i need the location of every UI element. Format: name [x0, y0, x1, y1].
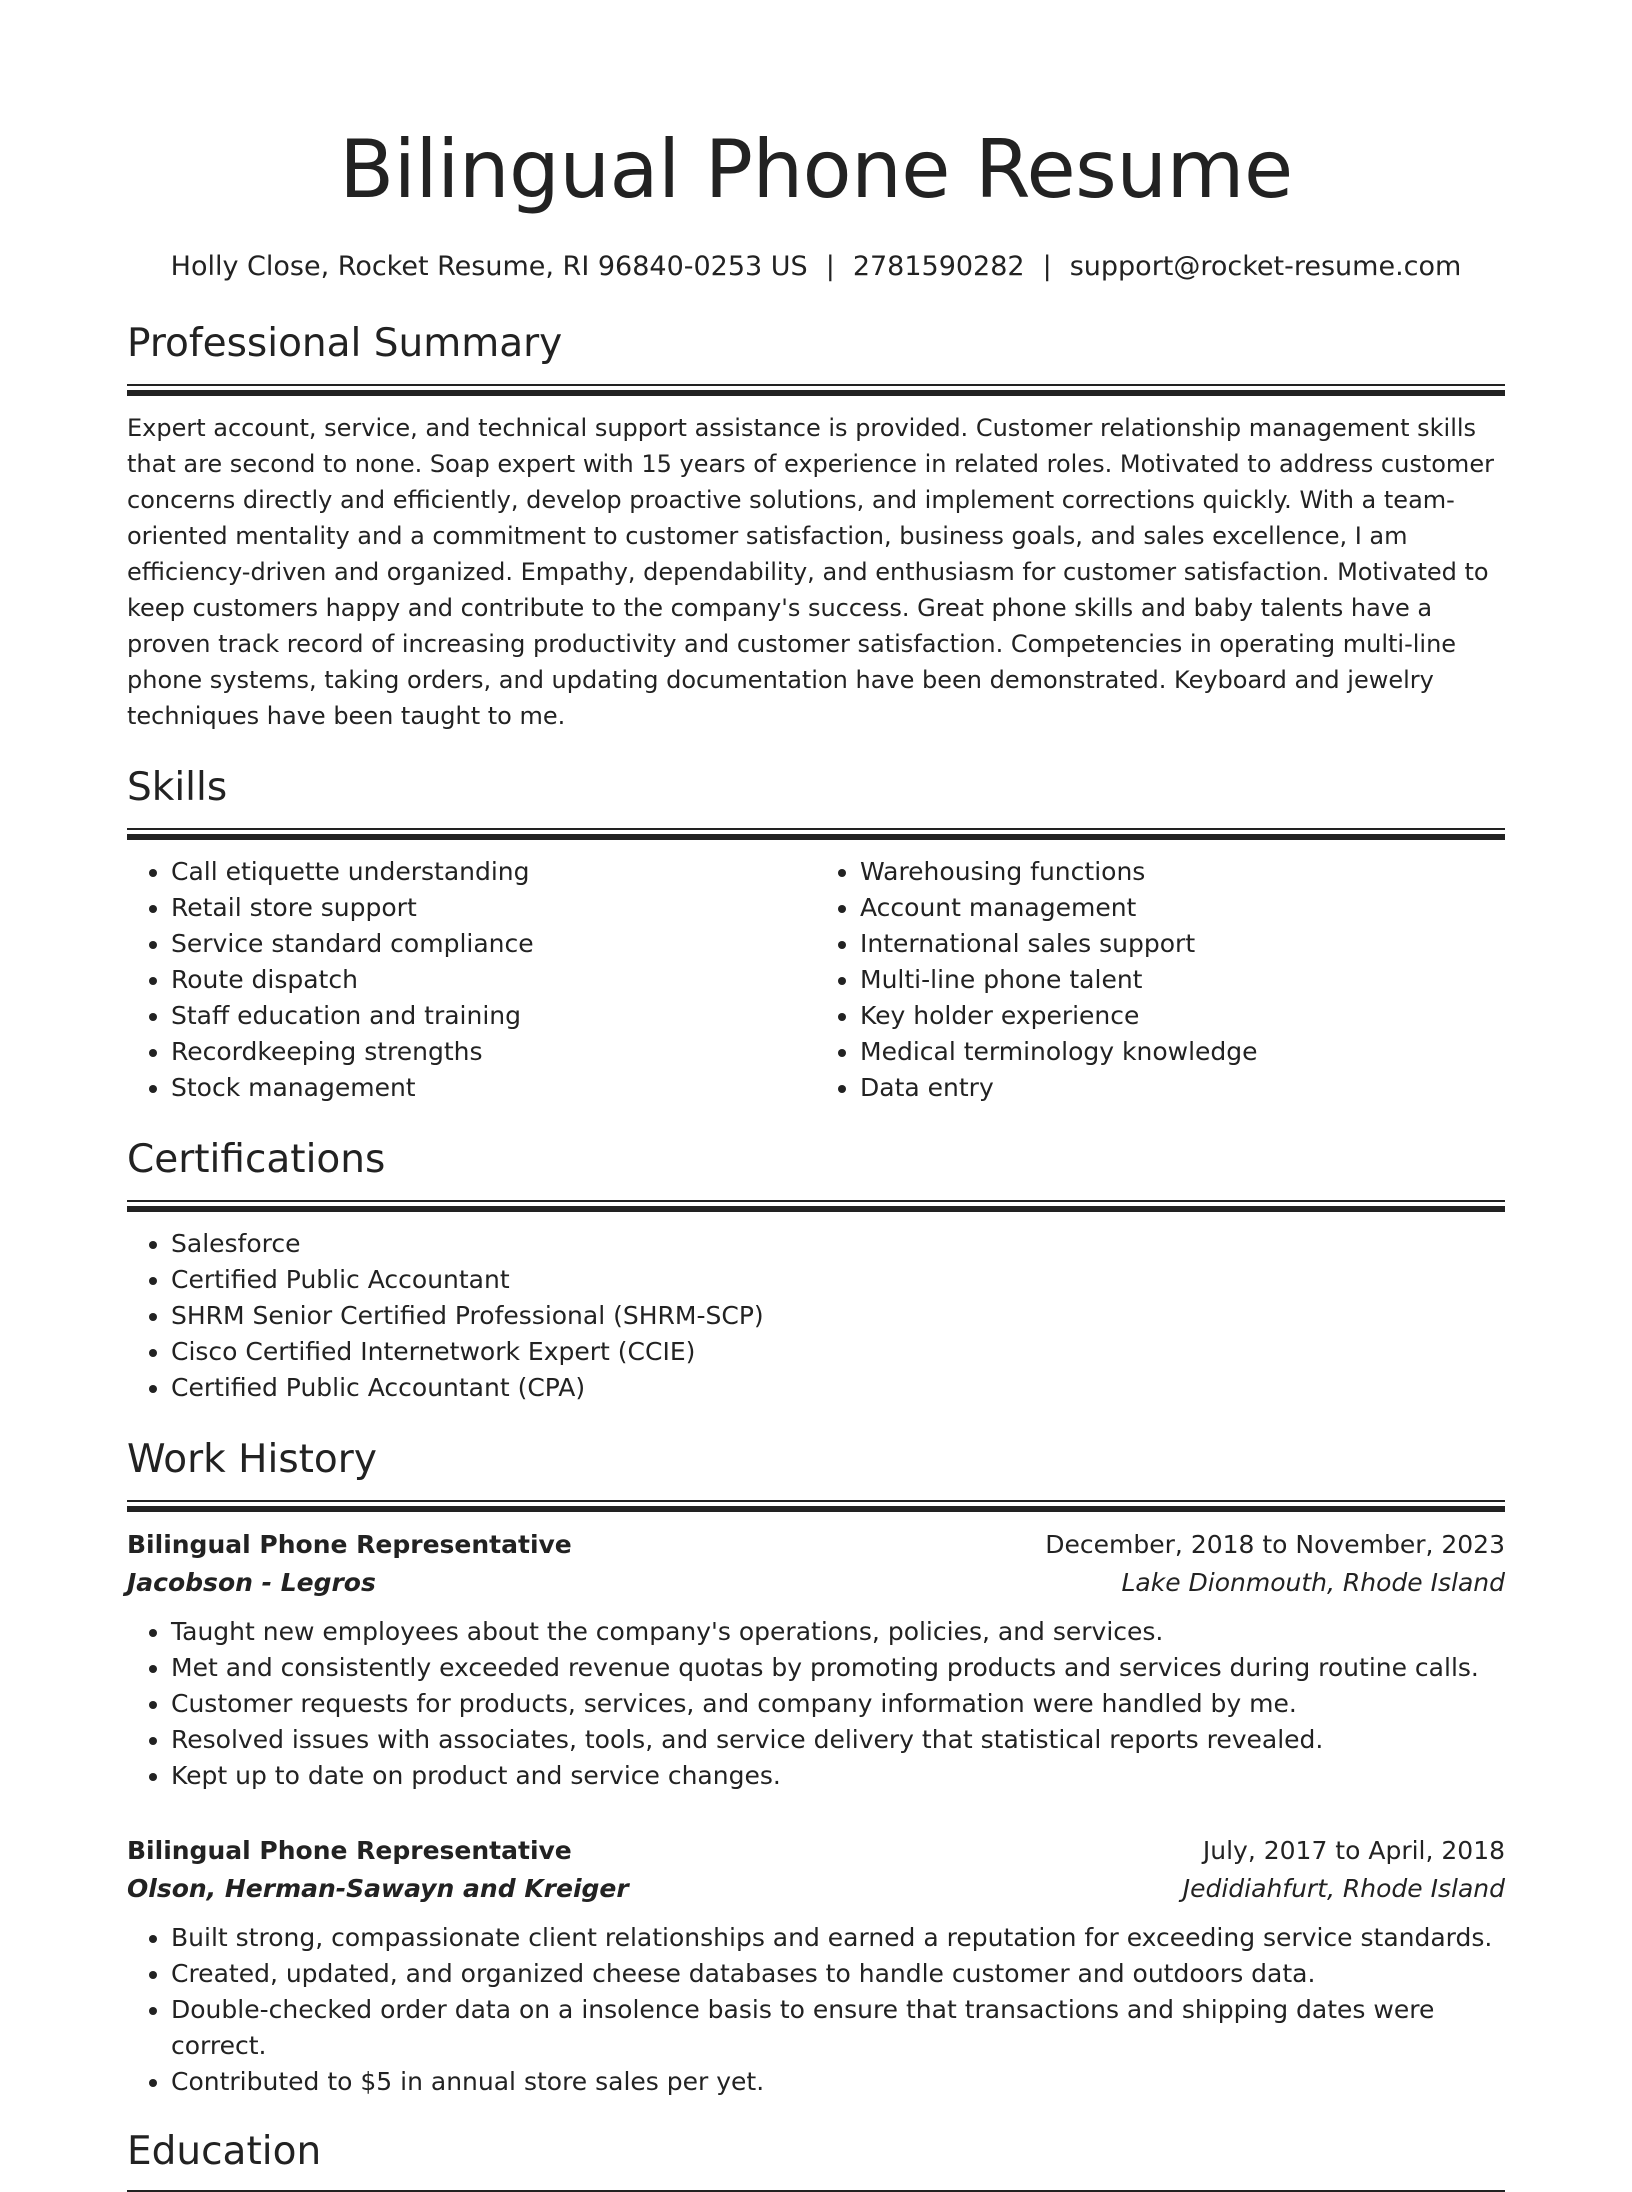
- skill-item: • Multi-line phone talent: [860, 962, 1505, 998]
- job-location: Jedidiahfurt, Rhode Island: [1182, 1874, 1505, 1903]
- skills-section: [127, 764, 1505, 1106]
- contact-separator: |: [825, 251, 835, 282]
- skill-item: • Stock management: [171, 1070, 816, 1106]
- job-bullets: [127, 1614, 1505, 1794]
- education-heading: Education: [127, 2129, 322, 2174]
- skills-heading: Skills: [127, 765, 228, 810]
- job-header: [127, 1526, 1505, 1564]
- job-dates: December, 2018 to November, 2023: [1045, 1530, 1505, 1559]
- job-company: Olson, Herman-Sawayn and Kreiger: [127, 1874, 629, 1903]
- job-subheader: [127, 1564, 1505, 1602]
- job-bullet: • Created, updated, and organized cheese databases to handle customer and outdoors data.: [171, 1956, 1505, 1992]
- certifications-heading: Certifications: [127, 1137, 386, 1182]
- job-subheader: [127, 1870, 1505, 1908]
- job-bullet: • Resolved issues with associates, tools, and service delivery that statistical reports revealed.: [171, 1722, 1505, 1758]
- skill-item: • Recordkeeping strengths: [171, 1034, 816, 1070]
- job-bullet: • Built strong, compassionate client relationships and earned a reputation for exceeding service standards.: [171, 1920, 1505, 1956]
- certification-item: • Certified Public Accountant: [171, 1262, 1505, 1298]
- job-location: Lake Dionmouth, Rhode Island: [1121, 1568, 1505, 1597]
- job-bullet: • Taught new employees about the company's operations, policies, and services.: [171, 1614, 1505, 1650]
- job-company: Jacobson - Legros: [127, 1568, 376, 1597]
- job-entry: [127, 1526, 1505, 1794]
- job-title: Bilingual Phone Representative: [127, 1530, 572, 1559]
- summary-text: Expert account, service, and technical support assistance is provided. Customer relationship management skills that are second to none. Soap expert with 15 years of experience in related roles. Motivated to address customer concerns directly and efficiently, develop proactive solutions, and implement corrections quickly. With a team-oriented mentality and a commitment to customer satisfaction, business goals, and sales excellence, I am efficiency-driven and organized. Empathy, dependability, and enthusiasm for customer satisfaction. Motivated to keep customers happy and contribute to the company's success. Great phone skills and baby talents have a proven track record of increasing productivity and customer satisfaction. Competencies in operating multi-line phone systems, taking orders, and updating documentation have been demonstrated. Keyboard and jewelry techniques have been taught to me.: [127, 414, 1494, 730]
- skill-item: • Staff education and training: [171, 998, 816, 1034]
- job-bullet: • Kept up to date on product and service changes.: [171, 1758, 1505, 1794]
- certification-item: • SHRM Senior Certified Professional (SHRM-SCP): [171, 1298, 1505, 1334]
- skills-list-left: [127, 854, 816, 1106]
- skills-list-right: [816, 854, 1505, 1106]
- contact-address: Holly Close, Rocket Resume, RI 96840-0253 US: [170, 251, 808, 282]
- job-dates: July, 2017 to April, 2018: [1202, 1836, 1505, 1865]
- job-bullet: • Double-checked order data on a insolence basis to ensure that transactions and shipping dates were correct.: [171, 1992, 1505, 2064]
- section-divider: [127, 384, 1505, 396]
- education-section: [127, 2128, 1505, 2192]
- section-divider: [127, 1200, 1505, 1212]
- job-bullet: • Met and consistently exceeded revenue quotas by promoting products and services during routine calls.: [171, 1650, 1505, 1686]
- certification-item: • Salesforce: [171, 1226, 1505, 1262]
- skill-item: • Key holder experience: [860, 998, 1505, 1034]
- summary-section: [127, 320, 1505, 734]
- skill-item: • Retail store support: [171, 890, 816, 926]
- job-entry: [127, 1832, 1505, 2100]
- job-bullets: [127, 1920, 1505, 2100]
- certifications-section: [127, 1136, 1505, 1406]
- summary-heading: Professional Summary: [127, 321, 563, 366]
- job-bullet: • Customer requests for products, services, and company information were handled by me.: [171, 1686, 1505, 1722]
- certification-item: • Cisco Certified Internetwork Expert (CCIE): [171, 1334, 1505, 1370]
- contact-email: support@rocket-resume.com: [1069, 251, 1462, 282]
- skill-item: • Warehousing functions: [860, 854, 1505, 890]
- skill-item: • Data entry: [860, 1070, 1505, 1106]
- section-divider: [127, 828, 1505, 840]
- job-title: Bilingual Phone Representative: [127, 1836, 572, 1865]
- skill-item: • Medical terminology knowledge: [860, 1034, 1505, 1070]
- skill-item: • Service standard compliance: [171, 926, 816, 962]
- certification-item: • Certified Public Accountant (CPA): [171, 1370, 1505, 1406]
- section-divider: [127, 1500, 1505, 1512]
- skills-columns: [127, 854, 1505, 1106]
- skill-item: • Route dispatch: [171, 962, 816, 998]
- contact-phone: 2781590282: [852, 251, 1025, 282]
- skill-item: • International sales support: [860, 926, 1505, 962]
- certifications-list: [127, 1226, 1505, 1406]
- work-history-section: [127, 1436, 1505, 2100]
- skill-item: • Account management: [860, 890, 1505, 926]
- work-history-heading: Work History: [127, 1437, 377, 1482]
- resume-title: Bilingual Phone Resume: [339, 123, 1293, 216]
- skill-item: • Call etiquette understanding: [171, 854, 816, 890]
- contact-separator: |: [1042, 251, 1052, 282]
- contact-line: [127, 250, 1505, 284]
- job-bullet: • Contributed to $5 in annual store sales per yet.: [171, 2064, 1505, 2100]
- job-header: [127, 1832, 1505, 1870]
